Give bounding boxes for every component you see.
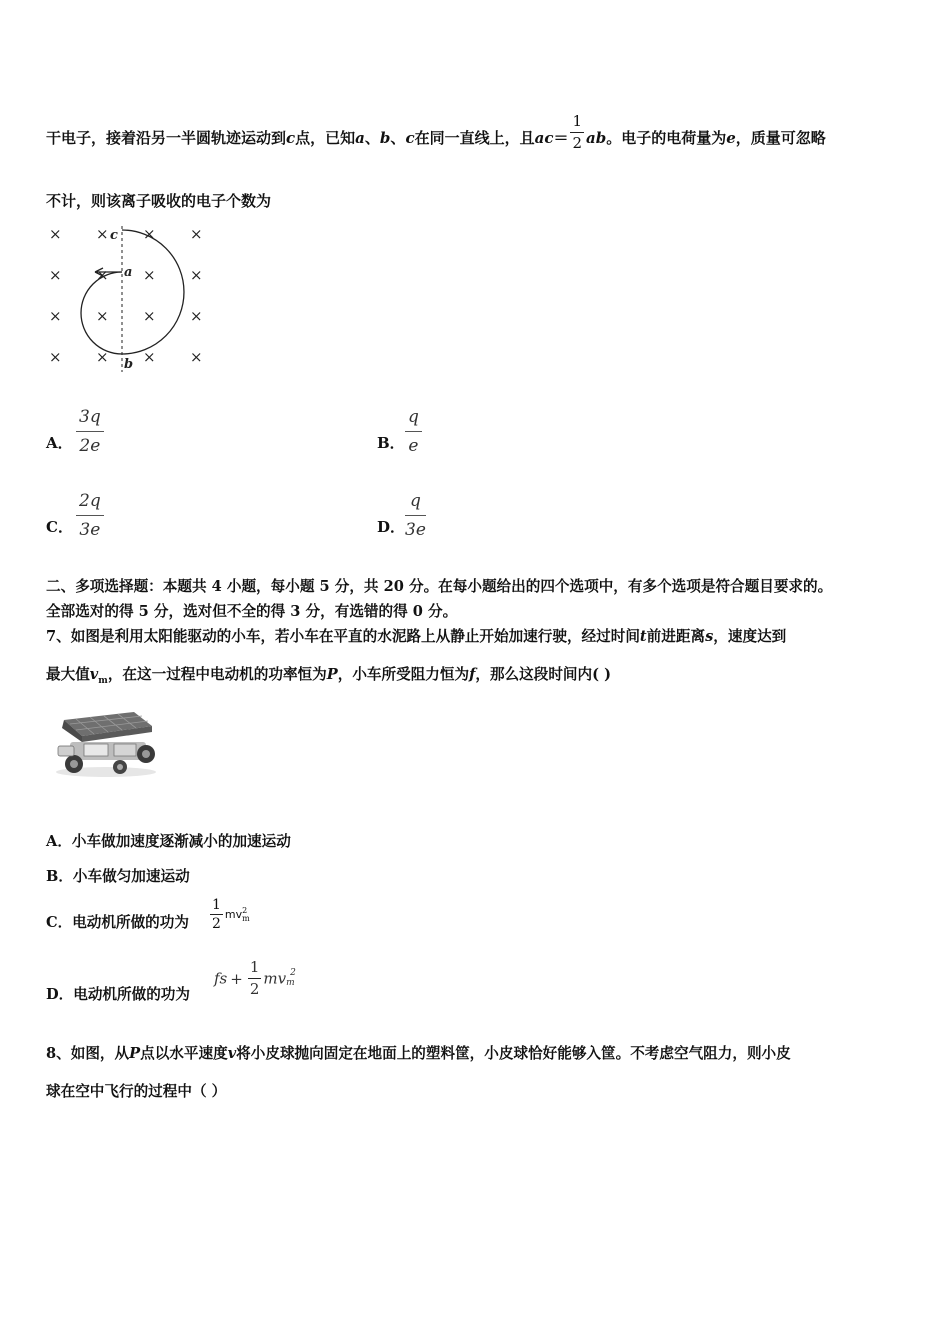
var-v: v [227,1045,237,1062]
half-fraction [210,898,223,931]
q7-line2 [46,663,611,686]
option-d-label: D． [377,518,406,536]
section2-scoring: 全部选对的得 5 分，选对但不全的得 3 分，有选错的得 0 分。 [46,603,458,620]
q7-option-c-formula [208,898,250,931]
superscript-2: 2 [290,967,296,978]
q7-option-d-formula [214,960,296,997]
fraction-denominator: 2 [212,916,221,932]
subscript-m: m [242,913,250,923]
cross-mark: × [143,307,156,325]
option-c-label: C． [46,518,73,536]
cross-mark: × [96,225,109,243]
cross-mark: × [143,266,156,284]
subscript-m: m [98,675,108,686]
var-mv: mv [263,969,287,988]
field-crosses [49,225,203,366]
q7-text: 前进距离 [646,628,706,645]
var-e: e [726,129,736,147]
var-v: v [89,666,99,683]
cross-mark: × [49,266,62,284]
var-mv: mv [224,908,243,921]
magnetic-field-figure [40,222,220,374]
q6-text: 、 [364,129,380,147]
q7-text: 7、如图是利用太阳能驱动的小车，若小车在平直的水泥路上从静止开始加速行驶，经过时间 [46,628,640,645]
q6-line2: 不计，则该离子吸收的电子个数为 [46,192,272,210]
label-c: c [110,228,118,243]
cross-mark: × [190,307,203,325]
cross-mark: × [96,307,109,325]
q6-text: 点，已知 [295,129,356,147]
var-a: a [355,129,365,147]
cross-mark: × [49,348,62,366]
fraction-numerator: 1 [212,897,221,913]
fraction-denominator: 2 [572,133,583,152]
q7-text: 最大值 [46,666,90,683]
q7-option-d [46,983,190,1004]
option-text: C．电动机所做的功为 [46,914,189,931]
var-ab: ab [586,129,607,147]
q6-text: 干电子，接着沿另一半圆轨迹运动到 [46,129,287,147]
fraction-denominator: e [408,436,419,456]
q7-text: ，速度达到 [713,628,787,645]
q7-text: ，那么这段时间内( ) [475,666,612,683]
var-f: f [469,666,476,683]
var-P: P [326,666,338,683]
q6-text: 在同一直线上，且 [414,129,535,147]
section2-heading: 二、多项选择题：本题共 4 小题，每小题 5 分，共 20 分。在每小题给出的四个选项中，有多个选项是符合题目要求的。 [46,578,833,595]
q8-text: 将小皮球抛向固定在地面上的塑料筐，小皮球恰好能够入筐。不考虑空气阻力，则小皮 [236,1045,791,1062]
cross-mark: × [49,225,62,243]
var-c: c [286,129,296,147]
label-b: b [124,357,134,372]
cross-mark: × [190,348,203,366]
fraction-denominator: 3e [79,520,101,540]
cross-mark: × [143,225,156,243]
option-text: D．电动机所做的功为 [46,986,191,1003]
fraction-denominator: 3e [405,520,426,540]
fraction-numerator: 1 [248,960,262,979]
option-b-fraction [405,407,422,456]
option-c-fraction [76,491,104,540]
var-s: s [705,628,714,645]
subscript-m: m [286,977,295,988]
half-fraction [248,960,262,997]
var-b: b [379,129,391,147]
option-a-fraction [76,407,104,456]
var-c: c [405,129,415,147]
large-semicircle-trajectory [122,230,184,354]
cross-mark: × [190,266,203,284]
equals-sign: ＝ [553,129,569,147]
fraction-numerator: q [405,491,426,516]
fraction-numerator: 2q [76,491,104,516]
cross-mark: × [190,225,203,243]
q6-text: ，质量可忽略 [735,129,826,147]
plus-sign: + [230,969,243,988]
q6-text: 。电子的电荷量为 [606,129,727,147]
cross-mark: × [96,266,109,284]
option-a-label: A． [46,434,73,452]
label-a: a [124,265,133,280]
fraction-numerator: q [405,407,422,432]
fraction-numerator: 3q [76,407,104,432]
var-ac: ac [534,129,554,147]
half-fraction [570,111,584,152]
q6-text: 、 [390,129,406,147]
q7-option-c [46,911,189,932]
q7-text: ，小车所受阻力恒为 [337,666,470,683]
fraction-denominator: 2e [79,436,101,456]
q7-option-b: B．小车做匀加速运动 [46,868,190,885]
q8-line2: 球在空中飞行的过程中（ ） [46,1083,227,1100]
q7-line1 [46,625,786,646]
solar-car-image [48,706,164,780]
cross-mark: × [143,348,156,366]
q7-option-a: A．小车做加速度逐渐减小的加速运动 [46,833,291,850]
q8-text: 8、如图，从 [46,1045,130,1062]
q7-text: ，在这一过程中电动机的功率恒为 [107,666,327,683]
var-P: P [129,1045,141,1062]
option-b-label: B． [377,434,405,452]
fraction-denominator: 2 [249,980,260,998]
q6-line1 [46,111,826,152]
q8-line1 [46,1042,791,1063]
var-t: t [639,628,647,645]
var-fs: fs [214,969,228,988]
cross-mark: × [96,348,109,366]
superscript-2: 2 [242,905,248,915]
fraction-numerator: 1 [570,114,584,133]
q8-text: 点以水平速度 [140,1045,228,1062]
cross-mark: × [49,307,62,325]
option-d-fraction [405,491,426,540]
